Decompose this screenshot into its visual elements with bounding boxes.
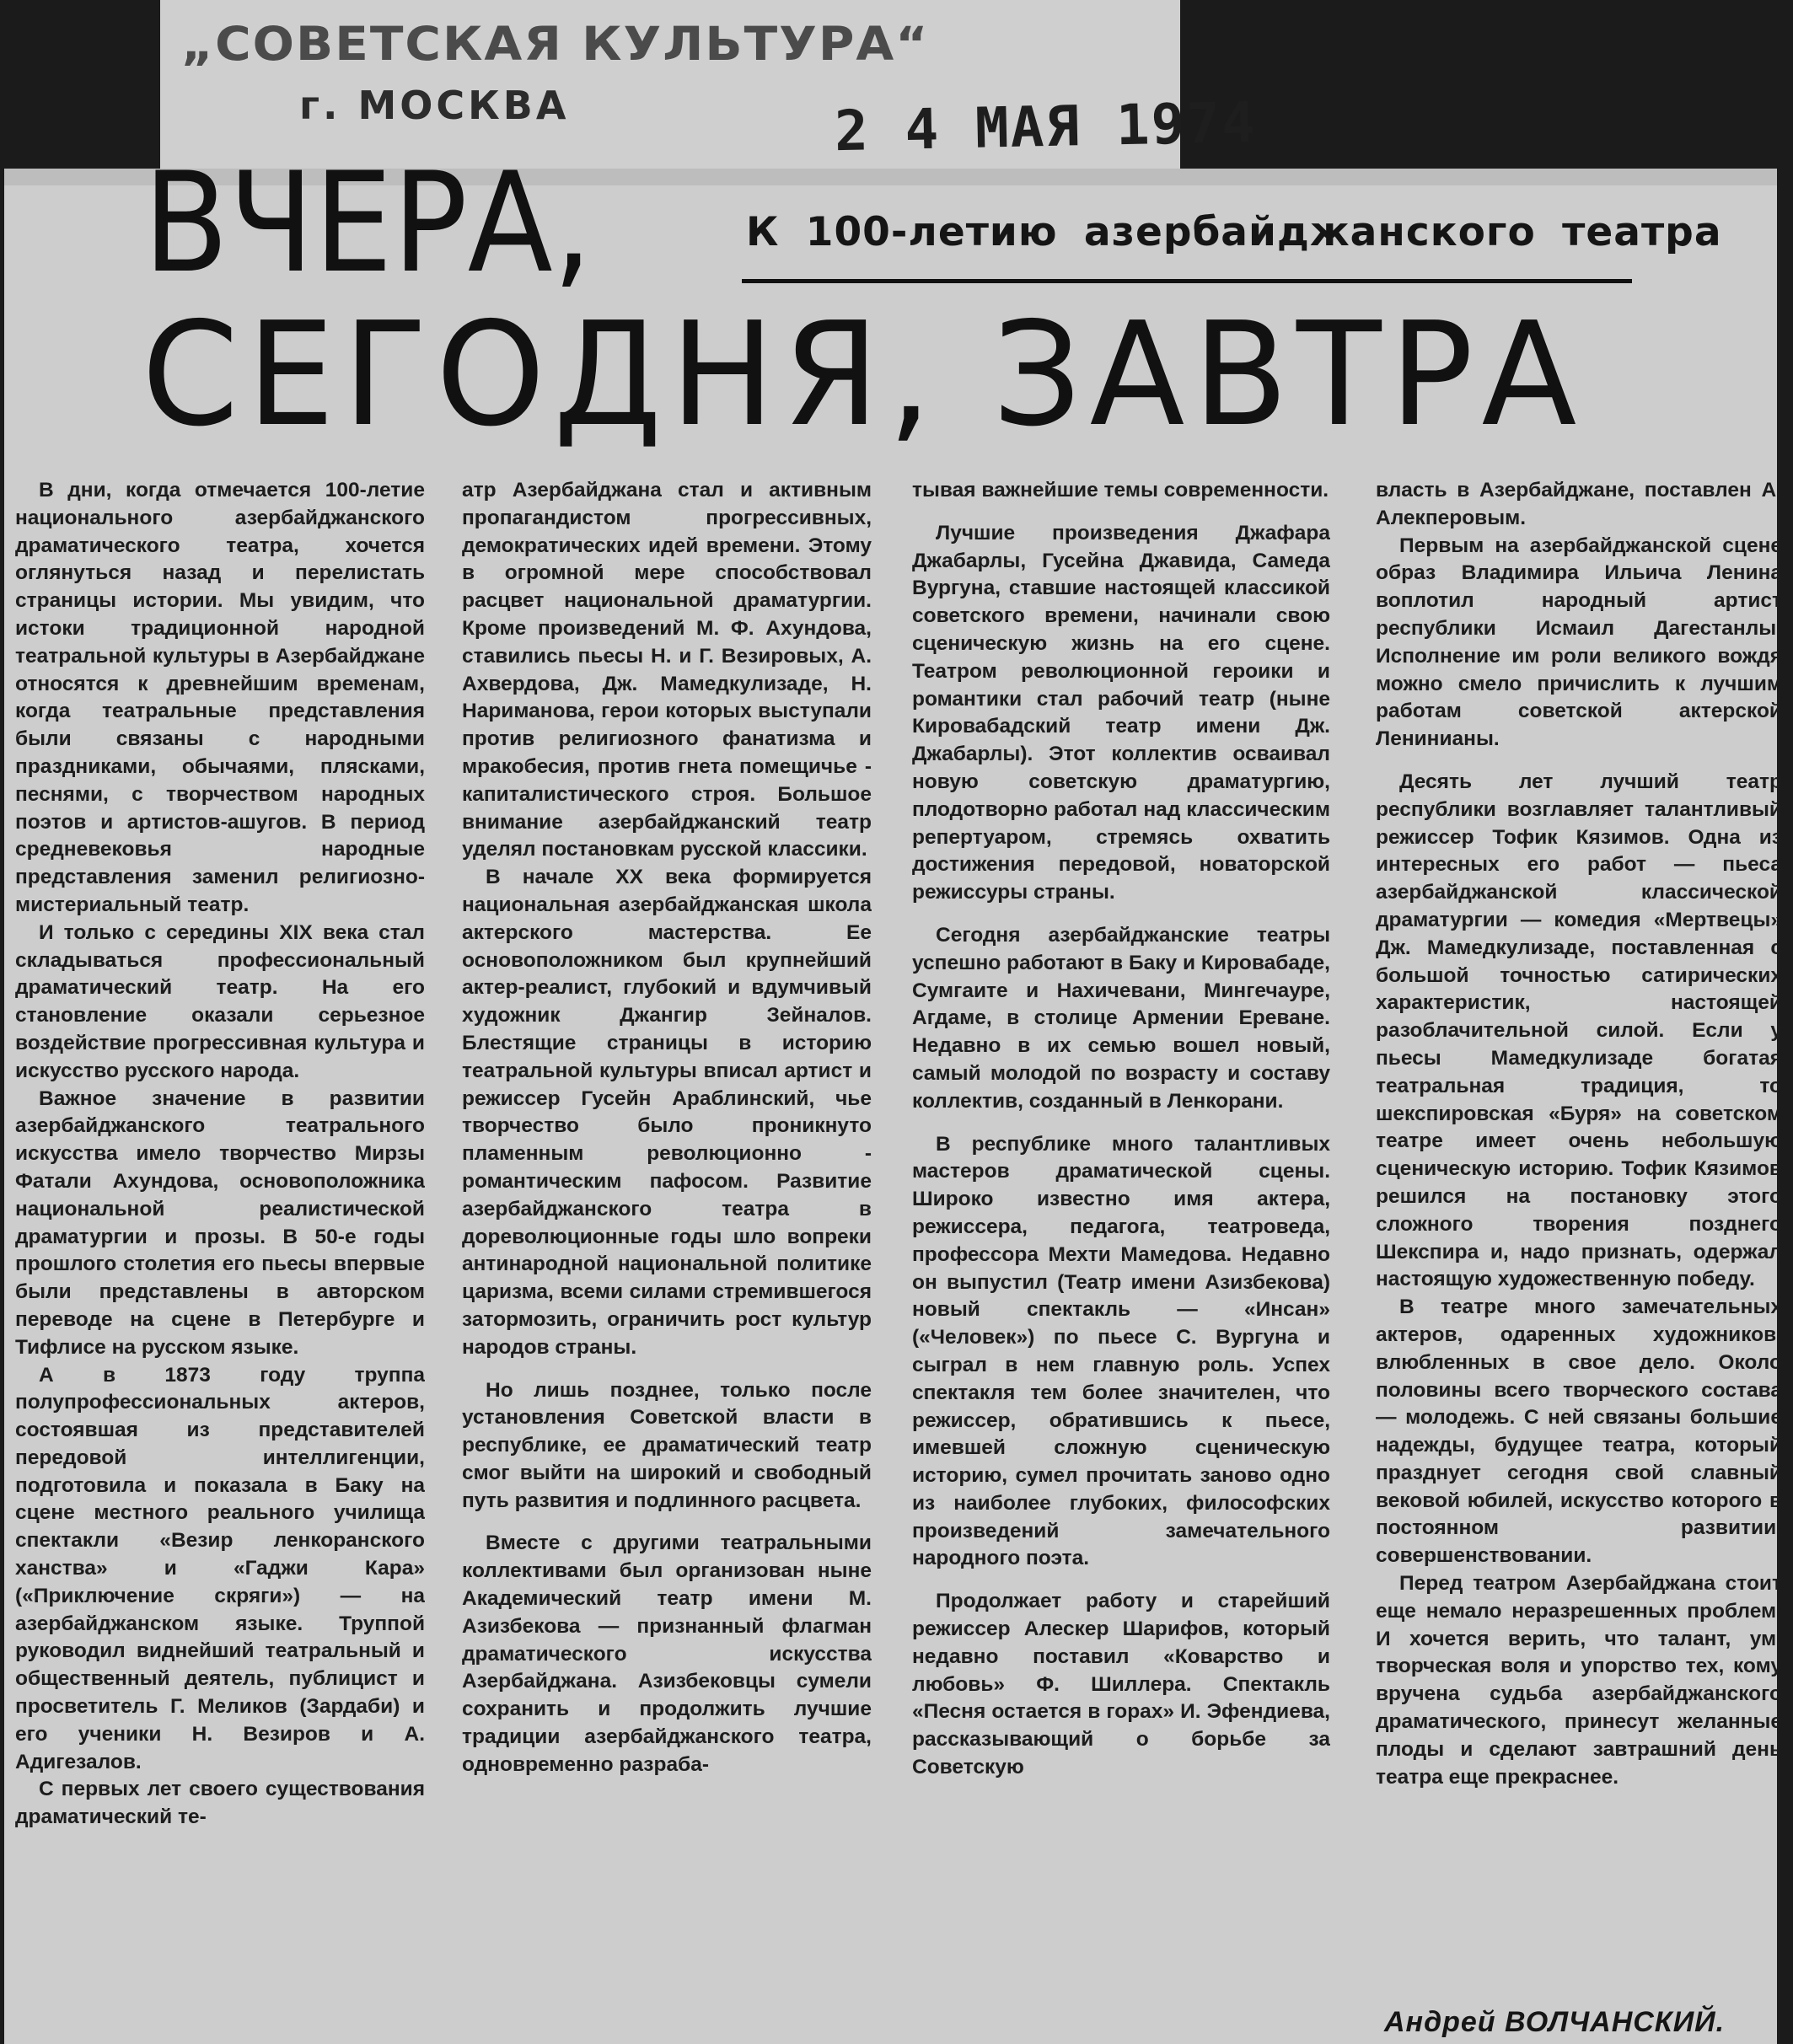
paragraph: В дни, когда отмечается 100-летие национального азербайджанского драматического театра, хочется оглянуться назад и перелистать страницы истории. Мы увидим, что истоки традиционной народной театральной культуры в Азербайджане относятся к древнейшим временам, когда театральные представления были связаны с народными праздниками, обычаями, плясками, песнями, с творчеством народных поэтов и артистов-ашугов. В период средневековья народные представления заменил религиозно-мистериальный театр. xyxy=(15,479,425,916)
article-column-2 xyxy=(462,477,872,2036)
paragraph: Сегодня азербайджанские театры успешно работают в Баку и Кировабаде, Сумгаите и Нахичевани, Мингечауре, Агдаме, в столице Армении Ереване. Недавно в их семью вошел новый, самый молодой по возрасту и составу коллектив, созданный в Ленкорани. xyxy=(912,923,1330,1113)
paragraph: тывая важнейшие темы современности. xyxy=(912,479,1329,502)
kicker-rule xyxy=(742,279,1632,283)
date-stamp: 2 4 МАЯ 1974 xyxy=(834,89,1258,164)
paragraph: Важное значение в развитии азербайджанского театрального искусства имело творчество Мирзы Фатали Ахундова, основоположника национальной реалистической драматургии и прозы. В 50-е годы прошлого столетия его пьесы впервые были представлены в авторском переводе на сцене в Петербурге и Тифлисе на русском языке. xyxy=(15,1086,425,1359)
newspaper-name-stamp: „СОВЕТСКАЯ КУЛЬТУРА“ xyxy=(181,16,930,72)
kicker: К 100-летию азербайджанского театра xyxy=(746,209,1722,255)
paragraph: Но лишь позднее, только после установления Советской власти в республике, ее драматический театр смог выйти на широкий и свободный путь развития и подлинного расцвета. xyxy=(462,1378,872,1512)
paragraph: Перед театром Азербайджана стоит еще немало неразрешенных проблем. И хочется верить, что талант, ум, творческая воля и упорство тех, кому вручена судьба азербайджанского драматического, принесут желанные плоды и сделают завтрашний день театра еще прекраснее. xyxy=(1376,1572,1782,1789)
article-column-4 xyxy=(1376,477,1782,2036)
headline-line-2: СЕГОДНЯ, ЗАВТРА xyxy=(142,292,1586,459)
article-column-1 xyxy=(15,477,425,2036)
author-signature: Андрей ВОЛЧАНСКИЙ. xyxy=(1384,2006,1726,2038)
paragraph: С первых лет своего существования драматический те- xyxy=(15,1778,425,1829)
paragraph: В начале XX века формируется национальная азербайджанская школа актерского мастерства. Ее основоположником был крупнейший актер-реалист, глубокий и вдумчивый художник Джангир Зейналов. Блестящие страницы в историю театральной культуры вписал артист и режиссер Гусейн Араблинский, чье творчество было проникнуто пламенным революционно - романтическим пафосом. Развитие азербайджанского театра в дореволюционные годы шло вопреки антинародной национальной политике царизма, всеми силами стремившегося затормозить, ограничить рост культур народов страны. xyxy=(462,866,872,1359)
paragraph: И только с середины XIX века стал складываться профессиональный драматический театр. На его становление оказали серьезное воздействие прогрессивная культура и искусство русского народа. xyxy=(15,920,425,1082)
paragraph: В театре много замечательных актеров, одаренных художников, влюбленных в свое дело. Около половины всего творческого состава — молодежь. С ней связаны большие надежды, будущее театра, который празднует сегодня свой славный вековой юбилей, искусство которого в постоянном развитии, совершенствовании. xyxy=(1376,1296,1782,1568)
paragraph: атр Азербайджана стал и активным пропагандистом прогрессивных, демократических идей времени. Этому в огромной мере способствовал расцвет национальной драматургии. Кроме произведений М. Ф. Ахундова, ставились пьесы Н. и Г. Везировых, А. Ахвердова, Дж. Мамедкулизаде, Н. Нариманова, герои которых выступали против религиозного фанатизма и мракобесия, против гнета помещичье - капиталистического строя. Большое внимание азербайджанский театр уделял постановкам русской классики. xyxy=(462,479,872,861)
paragraph: власть в Азербайджане, поставлен А. Алекперовым. xyxy=(1376,479,1782,529)
article-column-3 xyxy=(912,477,1330,2036)
city-stamp: г. МОСКВА xyxy=(299,83,570,128)
paragraph: Вместе с другими театральными коллективами был организован ныне Академический театр имени М. Азизбекова — признанный флагман драматического искусства Азербайджана. Азизбековцы сумели сохранить и продолжить лучшие традиции азербайджанского театра, одновременно разраба- xyxy=(462,1532,872,1776)
paragraph: Десять лет лучший театр республики возглавляет талантливый режиссер Тофик Кязимов. Одна из интересных его работ — пьеса азербайджанской классической драматургии — комедия «Мертвецы» Дж. Мамедкулизаде, поставленная с большой точностью сатирических характеристик, настоящей разоблачительной силой. Если у пьесы Мамедкулизаде богатая театральная традиция, то шекспировская «Буря» на советском театре имеет очень небольшую сценическую историю. Тофик Кязимов решился на постановку этого сложного творения позднего Шекспира и, надо признать, одержал настоящую художественную победу. xyxy=(1376,770,1782,1291)
paragraph: В республике много талантливых мастеров драматической сцены. Широко известно имя актера, режиссера, педагога, театроведа, профессора Мехти Мамедова. Недавно он выпустил (Театр имени Азизбекова) новый спектакль — «Инсан» («Человек») по пьесе С. Вургуна и сыграл в нем главную роль. Успех спектакля тем более значителен, что режиссер, обратившись к пьесе, имевшей сложную сценическую историю, сумел прочитать заново одно из наиболее глубоких, философских произведений замечательного народного поэта. xyxy=(912,1132,1330,1570)
headline-line-1: ВЧЕРА, xyxy=(143,142,593,303)
paragraph: Первым на азербайджанской сцене образ Владимира Ильича Ленина воплотил народный артист республики Исмаил Дагестанлы. Исполнение им роли великого вождя можно смело причислить к лучшим работам советской актерской Ленинианы. xyxy=(1376,534,1782,751)
paragraph: А в 1873 году труппа полупрофессиональных актеров, состоявшая из представителей передовой интеллигенции, подготовила и показала в Баку на сцене местного реального училища спектакли «Везир ленкоранского ханства» и «Гаджи Кара» («Приключение скряги») — на азербайджанском языке. Труппой руководил виднейший театральный и общественный деятель, публицист и просветитель Г. Меликов (Зардаби) и его ученики Н. Везиров и А. Адигезалов. xyxy=(15,1363,425,1773)
paragraph: Лучшие произведения Джафара Джабарлы, Гусейна Джавида, Самеда Вургуна, ставшие настоящей классикой советского времени, начинали свою сценическую жизнь на его сцене. Театром революционной героики и романтики стал рабочий театр (ныне Кировабадский театр имени Дж. Джабарлы). Этот коллектив осваивал новую советскую драматургию, плодотворно работал над классическим репертуаром, стремясь охватить достижения передовой, новаторской режиссуры страны. xyxy=(912,521,1330,904)
paragraph: Продолжает работу и старейший режиссер Алескер Шарифов, который недавно поставил «Коварство и любовь» Ф. Шиллера. Спектакль «Песня остается в горах» И. Эфендиева, рассказывающий о борьбе за Советскую xyxy=(912,1590,1330,1779)
